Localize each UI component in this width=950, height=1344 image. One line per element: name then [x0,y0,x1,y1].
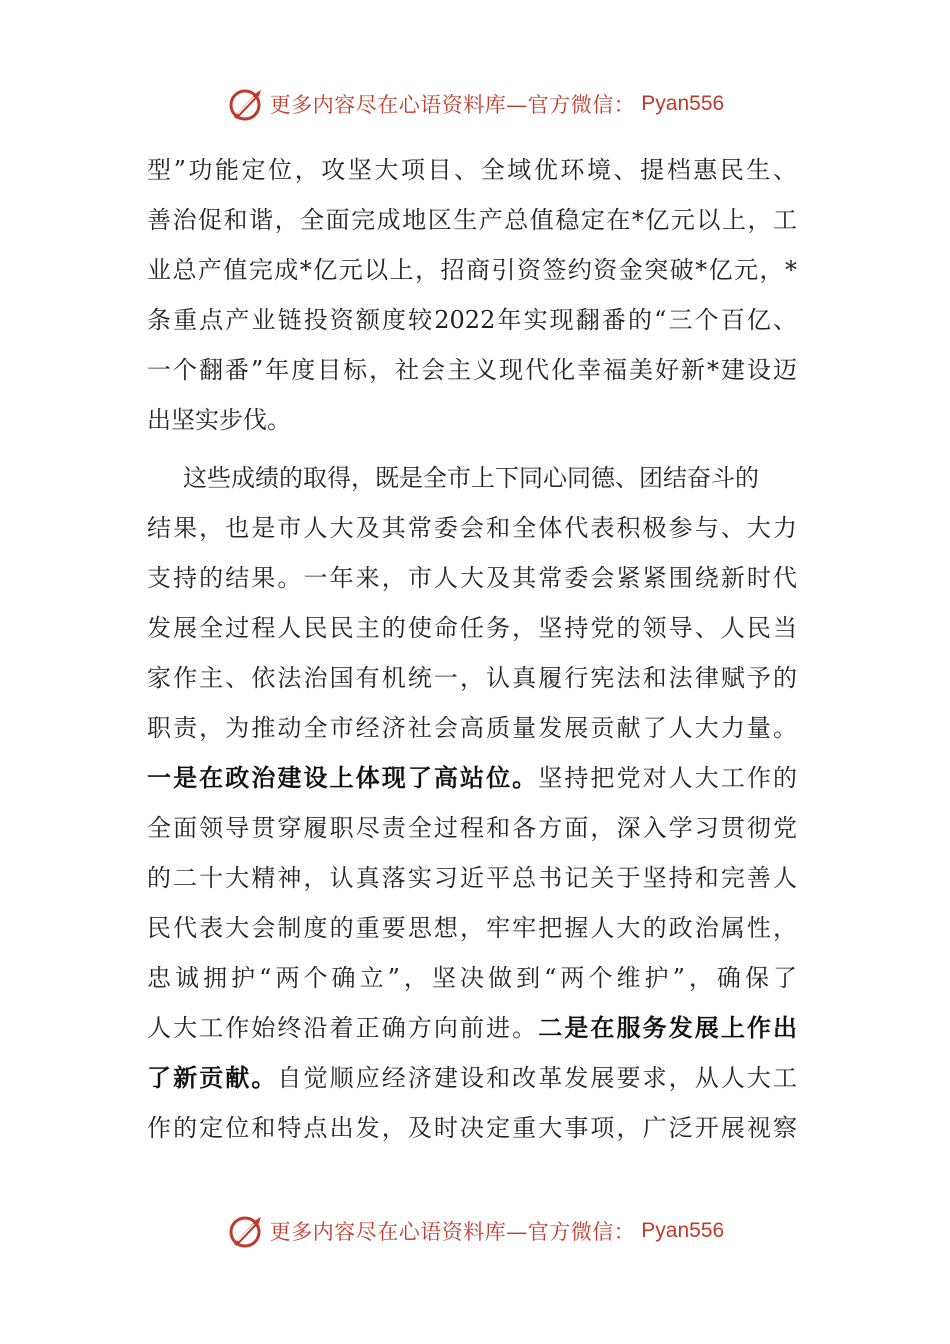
pen-logo-icon [226,84,266,124]
document-body [147,145,797,1153]
text-line: 支持的结果。一年来，市人大及其常委会紧紧围绕新时代 [147,564,797,592]
text-line: 家作主、依法治国有机统一，认真履行宪法和法律赋予的 [147,664,797,692]
paragraph-2 [147,453,797,1153]
paragraph-1 [147,145,797,445]
text-line: 出坚实步伐。 [147,406,291,434]
text-line: 职责，为推动全市经济社会高质量发展贡献了人大力量。 [147,714,797,742]
text-line: 业总产值完成*亿元以上，招商引资签约资金突破*亿元，* [147,256,797,284]
bold-heading-2: 二是在服务发展上作出 [538,1013,797,1042]
text-line: 作的定位和特点出发，及时决定重大事项，广泛开展视察 [147,1114,797,1142]
text-line: 善治促和谐，全面完成地区生产总值稳定在*亿元以上，工 [147,206,797,234]
pen-logo-icon [226,1211,266,1251]
text-line: 发展全过程人民民主的使命任务，坚持党的领导、人民当 [147,614,797,642]
banner-text: 更多内容尽在心语资料库—官方微信： [269,93,636,117]
text-line: 民代表大会制度的重要思想，牢牢把握人大的政治属性， [147,914,797,942]
footer-banner [0,1209,950,1253]
text-line: 这些成绩的取得，既是全市上下同心同德、团结奋斗的 [183,464,759,492]
text-line: 的二十大精神，认真落实习近平总书记关于坚持和完善人 [147,864,797,892]
wechat-id: Pyan556 [641,1219,725,1242]
wechat-id: Pyan556 [641,92,725,115]
bold-heading-1: 一是在政治建设上体现了高站位。 [147,763,539,792]
text-line: 条重点产业链投资额度较2022年实现翻番的“三个百亿、 [147,306,797,334]
text-line: 一个翻番”年度目标，社会主义现代化幸福美好新*建设迈 [147,356,797,384]
text-line: 一是在政治建设上体现了高站位。坚持把党对人大工作的 [147,763,797,792]
text-line: 型”功能定位，攻坚大项目、全域优环境、提档惠民生、 [147,156,797,184]
bold-heading-2-cont: 了新贡献。 [147,1063,278,1092]
text-line: 全面领导贯穿履职尽责全过程和各方面，深入学习贯彻党 [147,814,797,842]
text-line: 结果，也是市人大及其常委会和全体代表积极参与、大力 [147,514,797,542]
header-banner [0,82,950,126]
text-line: 人大工作始终沿着正确方向前进。二是在服务发展上作出 [147,1013,797,1042]
banner-text: 更多内容尽在心语资料库—官方微信： [269,1220,636,1244]
text-line: 了新贡献。自觉顺应经济建设和改革发展要求，从人大工 [147,1063,798,1092]
text-line: 忠诚拥护“两个确立”，坚决做到“两个维护”，确保了 [147,964,797,992]
